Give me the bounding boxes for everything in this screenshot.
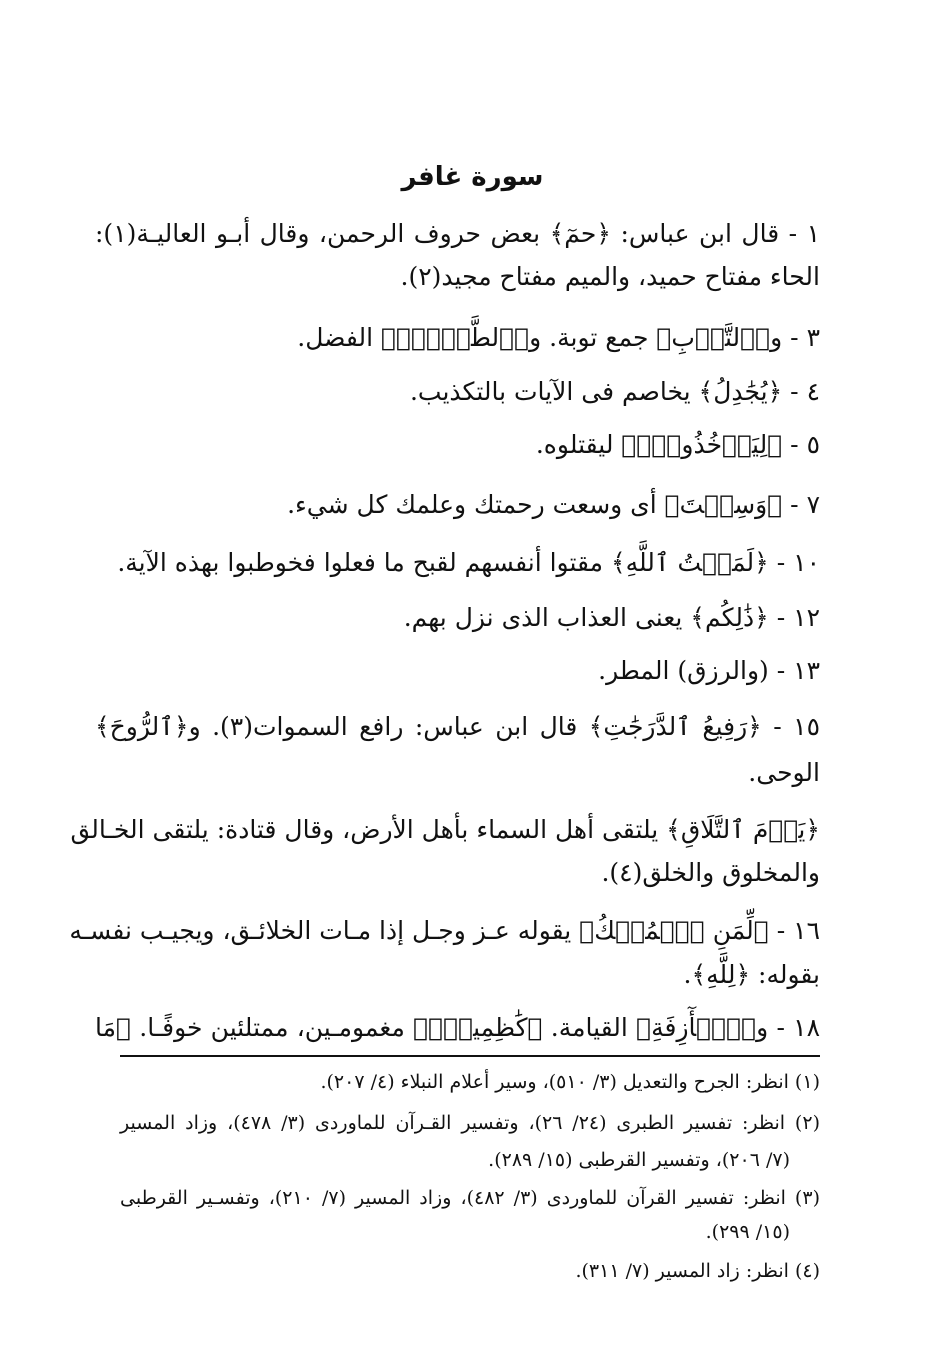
text-line: الحاء مفتاح حميد، والميم مفتاح مجيد(٢). — [400, 262, 820, 291]
text-line: ١٥ - ﴿رَفِيعُ ٱلدَّرَجَٰتِ﴾ قال ابن عباس: رافع السموات(٣). و﴿ٱلرُّوحَ﴾ — [95, 712, 820, 741]
text-line: ١٣ - (والرزق) المطر. — [598, 656, 820, 685]
text-line: ١ - قال ابن عباس: ﴿حمٓ﴾ بعض حروف الرحمن، وقال أبـو العاليـة(١): — [95, 219, 820, 248]
text-line: ١٨ - و﴿ٱلۡأٓزِفَةِ﴾ القيامة. ﴿كَٰظِمِينَۚ﴾ مغمومـين، ممتلئين خوفًـا. ﴿مَا — [95, 1013, 820, 1042]
text-line: ﴿يَوۡمَ ٱلتَّلَاقِ﴾ يلتقى أهل السماء بأهل الأرض، وقال قتادة: يلتقى الخـالق — [70, 815, 820, 844]
footnote-line: (٢) انظر: تفسير الطبرى (٢٤/ ٢٦)، وتفسير القـرآن للماوردى (٣/ ٤٧٨)، وزاد المسير — [120, 1112, 820, 1134]
footnote-line: (٣) انظر: تفسير القرآن للماوردى (٣/ ٤٨٢)، وزاد المسير (٧/ ٢١٠)، وتفسـير القرطبى — [120, 1187, 820, 1209]
text-line: ١٠ - ﴿لَمَقۡتُ ٱللَّهِ﴾ مقتوا أنفسهم لقبح ما فعلوا فخوطبوا بهذه الآية. — [117, 548, 820, 577]
footnote-line: (٤) انظر: زاد المسير (٧/ ٣١١). — [575, 1260, 820, 1282]
text-line: ٧ - ﴿وَسِعۡتَ﴾ أى وسعت رحمتك وعلمك كل شيء. — [287, 490, 820, 519]
surah-title: سورة غافر — [401, 162, 544, 192]
text-line: والمخلوق والخلق(٤). — [601, 858, 820, 887]
footnote-line: (٧/ ٢٠٦)، وتفسير القرطبى (١٥/ ٢٨٩). — [488, 1149, 790, 1171]
footnote-line: (١٥/ ٢٩٩). — [705, 1221, 790, 1243]
text-line: ١٦ - ﴿لِّمَنِ ٱلۡمُلۡكُ﴾ يقوله عـز وجـل إذا مـات الخلائـق، ويجيـب نفسـه — [69, 916, 820, 945]
text-line: ٤ - ﴿يُجَٰدِلُ﴾ يخاصم فى الآيات بالتكذيب. — [409, 377, 820, 406]
text-line: ١٢ - ﴿ذَٰلِكُم﴾ يعنى العذاب الذى نزل بهم. — [403, 603, 820, 632]
text-line: ٣ - و﴿ٱلتَّوۡبِ﴾ جمع توبة. و﴿ٱلطَّوۡلِۖ﴾ الفضل. — [297, 323, 820, 352]
text-line: الوحى. — [748, 758, 820, 787]
footnote-line: (١) انظر: الجرح والتعديل (٣/ ٥١٠)، وسير أعلام النبلاء (٤/ ٢٠٧). — [320, 1071, 820, 1093]
text-line: بقوله: ﴿لِلَّهِ﴾. — [683, 960, 820, 989]
footnote-divider — [120, 1055, 820, 1057]
text-line: ٥ - ﴿لِيَأۡخُذُوهُۖ﴾ ليقتلوه. — [535, 430, 820, 459]
